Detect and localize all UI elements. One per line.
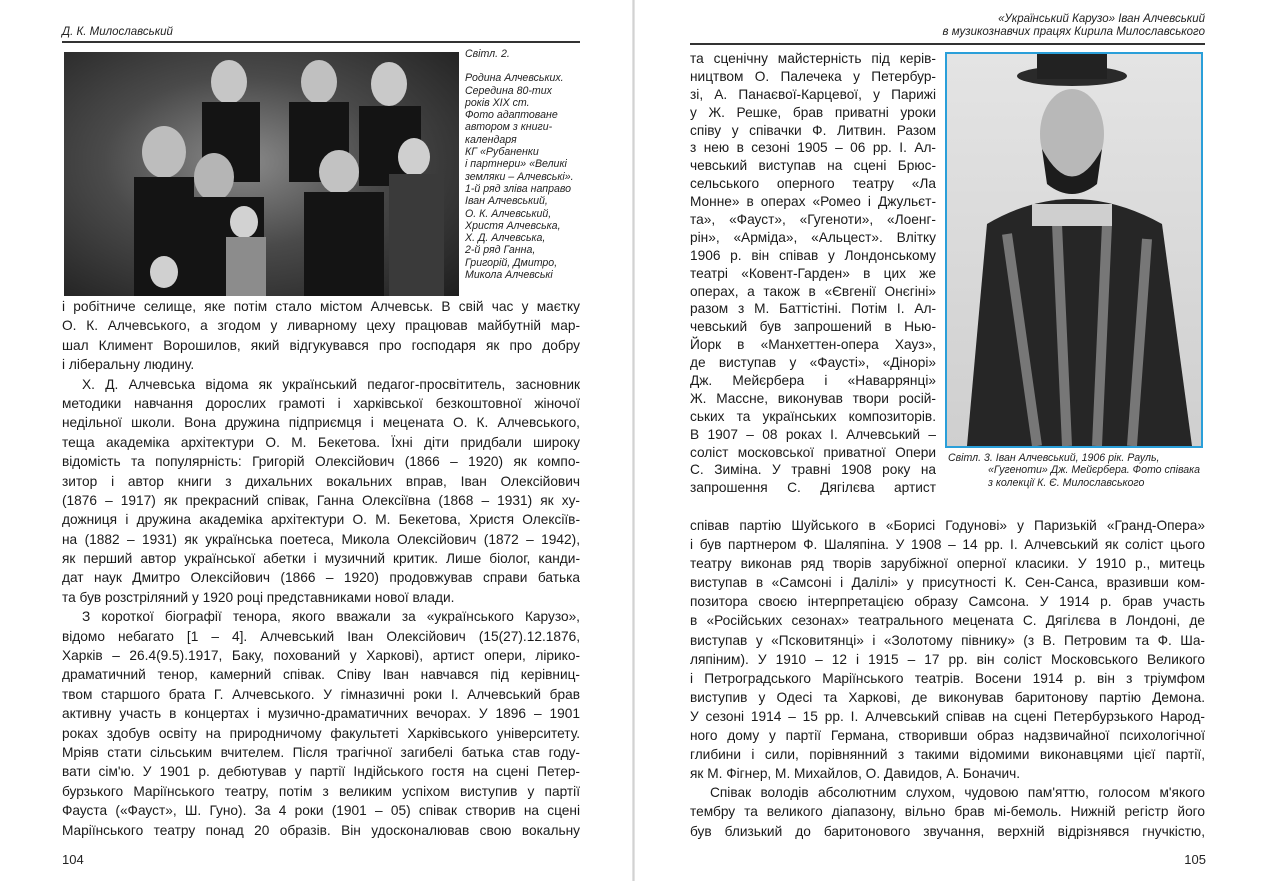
- text-line: співу у співачки Ф. Литвин. Разом: [690, 122, 936, 138]
- paragraph: [690, 516, 1205, 783]
- right-body-text: [690, 516, 1205, 841]
- text-line: сельського оперного театру «Ла: [690, 176, 936, 192]
- text-line: Дж. Мейєрбера і «Наваррянці»: [690, 373, 936, 389]
- text-line: і Петроградського Маріїнського театрів. Восени 1914 р. він з тріумфом: [690, 670, 1205, 686]
- text-line: Йорк в «Манхеттен-опера Хауз»,: [690, 337, 936, 353]
- text-line: у Ж. Решке, брав приватні уроки: [690, 104, 936, 120]
- caption-line: Середина 80-тих: [465, 84, 552, 97]
- family-photo-figures: [64, 52, 459, 296]
- right-narrow-text: [690, 50, 936, 497]
- text-line: Маріїнського театру понад 20 образів. Він удосконалював свою вокальну: [62, 822, 580, 838]
- text-line: виступав у «Псковитянці» і «Золотому півнику» (з В. Петровим та Ф. Ша-: [690, 632, 1205, 648]
- text-line: З короткої біографії тенора, якого вважали за «українського Карузо»,: [82, 609, 580, 625]
- text-line: позитора своєю інтерпретацією образу Самсона. У 1914 р. брав участь: [690, 594, 1205, 610]
- text-line: був близький до баритонового звучання, верхній відрізнявся гнучкістю,: [690, 823, 1205, 839]
- text-line: (1876 – 1917) як прекрасний співак, Ганна Олексіївна (1868 – 1931) як ху-: [62, 492, 580, 508]
- running-header-author: Д. К. Милославський: [62, 26, 173, 38]
- caption-line: з колекції К. Є. Милославського: [988, 476, 1145, 489]
- text-line: зитор і автор книги з дихальних вокальних вправ, Іван Олексійович: [62, 473, 580, 489]
- text-line: Співак володів абсолютним слухом, чудовою пам'яттю, голосом м'якого: [710, 785, 1205, 801]
- text-line: і був партнером Ф. Шаляпіна. У 1908 – 14 рр. І. Алчевський як соліст цього: [690, 537, 1205, 553]
- text-line: С. Зиміна. У травні 1908 року на: [690, 462, 936, 478]
- text-line: У сезоні 1914 – 15 рр. І. Алчевський співав на сцені Петербурзького Народ-: [690, 708, 1205, 724]
- text-line: В 1907 – 08 роках І. Алчевський –: [690, 426, 936, 442]
- header-rule: [690, 43, 1205, 45]
- text-line: чевський був запрошений в Нью-: [690, 319, 936, 335]
- page-number-right: 105: [1184, 852, 1206, 867]
- text-line: співав партію Шуйського в «Борисі Годунові» у Паризькій «Гранд-Опера»: [690, 518, 1205, 533]
- right-page: [634, 0, 1268, 881]
- left-body-text: [62, 297, 580, 840]
- caption-line: 1-й ряд зліва направо: [465, 182, 572, 195]
- text-line: Монне» в операх «Ромео і Джульєт-: [690, 194, 936, 210]
- text-line: виступив у Одесі та Харкові, де виконував баритонову партію Демона.: [690, 689, 1205, 705]
- paragraph: [62, 297, 580, 375]
- caption-line: Х. Д. Алчевська,: [465, 232, 546, 245]
- caption-line: КГ «Рубаненки: [465, 146, 539, 159]
- caption-line: «Гугеноти» Дж. Мейєрбера. Фото співака: [988, 464, 1201, 477]
- text-line: і робітниче селище, яке потім стало містом Алчевськ. В свій час у маєтку: [62, 299, 580, 314]
- caption-line: календаря: [465, 133, 517, 146]
- text-line: 1906 р. він співав у Лондонському: [690, 247, 936, 263]
- text-line: Фауста («Фауст», Ш. Гуно). За 4 роки (1901 – 05) співак створив на сцені: [62, 803, 580, 819]
- text-line: глибини і сили, порівнянний з такими відомими виконавцями цієї партії,: [690, 747, 1205, 763]
- caption-line: О. К. Алчевський,: [465, 207, 552, 220]
- caption-line: автором з книги-: [465, 121, 553, 134]
- text-line: Ж. Массне, виконував твори росій-: [690, 390, 936, 406]
- figure-2-caption: [465, 48, 574, 281]
- text-line: дожниця і дружина академіка архітектури О. М. Бекетова, Христя Олексіїв-: [62, 512, 580, 528]
- text-line: Х. Д. Алчевська відома як український педагог-просвітитель, засновник: [82, 376, 580, 392]
- text-line: Мріяв стати сільським вчителем. Після трагічної загибелі батька став году-: [62, 744, 580, 760]
- text-line: тембру та великого діапазону, вільно брав мі-бемоль. Нижній регістр його: [690, 804, 1205, 820]
- text-line: виступав в «Самсоні і Далілі» у присутності К. Сен-Санса, вразивши ком-: [690, 575, 1205, 591]
- text-line: методики навчання дорослих грамоті і харківської безкоштовної жіночої: [62, 395, 580, 411]
- figure-3-caption: [948, 452, 1200, 489]
- caption-line: Христя Алчевська,: [465, 219, 561, 232]
- text-line: недільної школи. Вона дружина підприємця і мецената О. К. Алчевського,: [62, 415, 580, 431]
- caption-line: земляки – Алчевські».: [465, 170, 574, 183]
- caption-line: років XIX ст.: [465, 96, 530, 109]
- running-header-line: «Український Карузо» Іван Алчевський: [998, 13, 1205, 25]
- text-line: Харків – 26.4(9.5).1917, Баку, похований у Харкові), артист опери, лірико-: [62, 648, 580, 664]
- caption-line: і партнери» «Великі: [465, 158, 567, 171]
- text-line: роках здобув освіту на природничому факультеті Харківського університету.: [62, 725, 580, 741]
- text-line: драматичний тенор, камерний співак. Співу Іван навчався під керівниц-: [62, 667, 580, 683]
- text-line: на (1882 – 1931) як українська поетеса, Микола Олексійович (1872 – 1942),: [62, 531, 580, 547]
- text-line: в «Російських сезонах» театрального мецената С. Дягілєва в Лондоні, де: [690, 613, 1205, 629]
- text-line: відомо небагато [1 – 4]. Алчевський Іван Олексійович (15(27).12.1876,: [62, 628, 580, 644]
- text-line: ництвом О. Палечека у Петербур-: [690, 68, 936, 84]
- running-header-title: [943, 13, 1205, 39]
- paragraph: [690, 783, 1205, 840]
- text-line: та сценічну майстерність під керів-: [690, 51, 936, 66]
- text-line: як М. Фігнер, М. Михайлов, О. Давидов, А. Боначич.: [690, 766, 1021, 782]
- caption-line: Іван Алчевський,: [465, 195, 548, 208]
- text-line: твом старшого брата Г. Алчевського. У гімназичні роки І. Алчевський брав: [62, 686, 580, 702]
- text-line: та», «Фауст», «Гугеноти», «Лоенг-: [690, 212, 936, 228]
- caption-line: Світл. 3. Іван Алчевський, 1906 рік. Рауль,: [948, 452, 1160, 464]
- text-line: зі, А. Панаєвої-Карцевої, у Парижі: [690, 86, 936, 102]
- text-line: дат наук Дмитро Олексійович (1866 – 1920) продовжував справи батька: [62, 570, 580, 586]
- text-line: чевський виступав на сцені Брюс-: [690, 158, 936, 174]
- paragraph: [62, 607, 580, 840]
- text-line: рін», «Арміда», «Альцест». Влітку: [690, 229, 936, 245]
- text-line: театрі «Ковент-Гарден» в цих же: [690, 265, 936, 281]
- figure-2-label: Світл. 2.: [465, 48, 510, 60]
- text-line: ських та українських композиторів.: [690, 408, 936, 424]
- text-line: та був розстріляний у 1920 році представниками нової влади.: [62, 589, 455, 605]
- text-line: і ліберальну людину.: [62, 357, 195, 373]
- alchevsky-portrait-photo: [945, 52, 1203, 448]
- text-line: вати сім'ю. У 1901 р. дебютував у партії Індійського гостя на сцені Петер-: [62, 764, 580, 780]
- caption-line: Григорій, Дмитро,: [465, 256, 558, 269]
- text-line: соліст московської приватної Опери: [690, 444, 936, 460]
- header-rule: [62, 41, 580, 43]
- text-line: театру виконав ряд творів зарубіжної оперної класики. У 1910 р., митець: [690, 556, 1205, 572]
- text-line: операх, а також в «Євгенії Онєгіні»: [690, 283, 936, 299]
- text-line: О. К. Алчевського, а згодом у ливарному цеху працював майбутній мар-: [62, 318, 580, 334]
- text-line: шал Климент Ворошилов, який відгукувався про господаря як про добру: [62, 337, 580, 353]
- caption-line: Фото адаптоване: [465, 109, 558, 122]
- paragraph: [62, 375, 580, 608]
- text-line: як перший автор української абетки і музичний критик. Лише біолог, канди-: [62, 551, 580, 567]
- caption-line: 2-й ряд Ганна,: [465, 244, 536, 257]
- caption-line: Микола Алчевські: [465, 269, 553, 282]
- text-line: бурзького Маріїнського театру, потім з великим успіхом виступив у партії: [62, 783, 580, 799]
- text-line: теща академіка архітектури О. М. Бекетова. Їхні діти придбали широку: [62, 434, 580, 450]
- portrait-figure: [947, 54, 1201, 446]
- text-line: з нею в сезоні 1905 – 06 рр. І. Ал-: [690, 140, 936, 156]
- caption-line: Родина Алчевських.: [465, 72, 564, 85]
- text-line: відомість та популярність: Григорій Олексійович (1866 – 1920) як компо-: [62, 454, 580, 470]
- running-header-line: в музикознавчих працях Кирила Милославського: [942, 26, 1205, 38]
- text-line: де виступав у «Фаусті», «Дінорі»: [690, 355, 936, 371]
- text-line: ляпіним). У 1910 – 12 і 1915 – 17 рр. він соліст Московського Великого: [690, 651, 1205, 667]
- text-line: ного дому у партії Германа, створивши образ надзвичайної психологічної: [690, 728, 1205, 744]
- text-line: разом з М. Баттістіні. Потім І. Ал-: [690, 301, 936, 317]
- text-line: запрошення С. Дягілєва артист: [690, 480, 936, 496]
- family-photo: [64, 52, 459, 296]
- page-number-left: 104: [62, 852, 84, 867]
- text-line: активну участь в концертах і музично-драматичних вечорах. У 1896 – 1901: [62, 706, 580, 722]
